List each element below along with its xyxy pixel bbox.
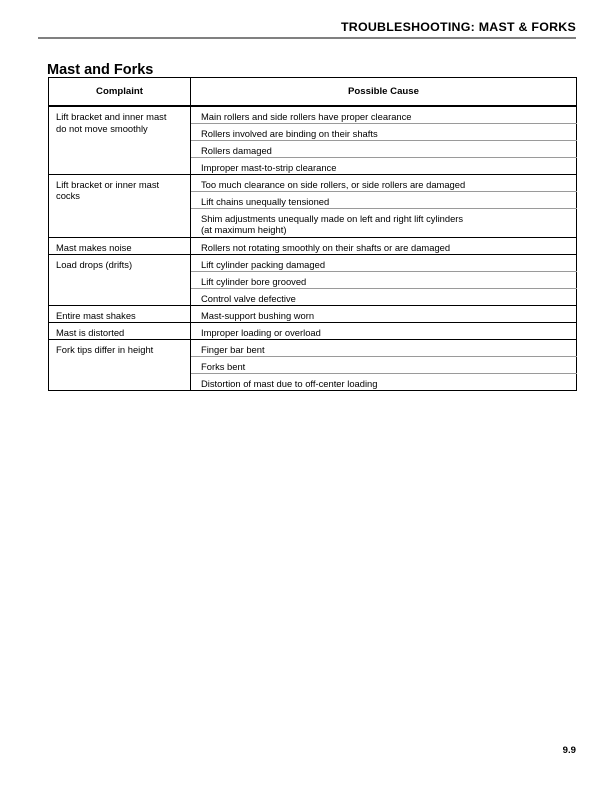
complaint-cell: Mast makes noise (49, 237, 191, 254)
page-title: Mast and Forks (47, 61, 154, 78)
cause-cell: Improper mast-to-strip clearance (191, 157, 577, 174)
cause-cell: Lift cylinder packing damaged (191, 254, 577, 271)
troubleshooting-table-container (48, 77, 576, 391)
complaint-cell (49, 174, 191, 237)
table-row (49, 305, 577, 322)
complaint-cell: Mast is distorted (49, 322, 191, 339)
cause-cell (191, 208, 577, 237)
running-header-title: TROUBLESHOOTING: MAST & FORKS (340, 20, 576, 34)
complaint-cell: Load drops (drifts) (49, 254, 191, 305)
table-row (49, 254, 577, 271)
complaint-cell (49, 106, 191, 174)
table-row (49, 106, 577, 123)
complaint-text-line-1: Lift bracket and inner mast (56, 111, 167, 122)
cause-cell: Control valve defective (191, 288, 577, 305)
complaint-cell: Entire mast shakes (49, 305, 191, 322)
cause-cell: Rollers involved are binding on their shafts (191, 123, 577, 140)
cause-cell: Lift chains unequally tensioned (191, 191, 577, 208)
cause-cell: Rollers damaged (191, 140, 577, 157)
cause-cell: Improper loading or overload (191, 322, 577, 339)
cause-cell: Too much clearance on side rollers, or side rollers are damaged (191, 174, 577, 191)
troubleshooting-table (48, 77, 577, 391)
cause-cell: Distortion of mast due to off-center loading (191, 373, 577, 390)
table-body (49, 106, 577, 390)
cause-cell: Finger bar bent (191, 339, 577, 356)
table-row (49, 322, 577, 339)
column-header-complaint: Complaint (49, 78, 191, 107)
table-header-row (49, 78, 577, 107)
running-header (38, 20, 576, 39)
cause-text-line-2: (at maximum height) (201, 224, 287, 236)
header-divider-rule (38, 37, 576, 39)
complaint-text-line-2: do not move smoothly (56, 122, 148, 134)
cause-cell: Main rollers and side rollers have proper clearance (191, 106, 577, 123)
cause-cell: Mast-support bushing worn (191, 305, 577, 322)
cause-cell: Lift cylinder bore grooved (191, 271, 577, 288)
complaint-text-line-2: cocks (56, 190, 80, 202)
column-header-possible-cause: Possible Cause (191, 78, 577, 107)
complaint-text-line-1: Lift bracket or inner mast (56, 178, 160, 190)
table-header (49, 78, 577, 107)
page-number: 9.9 (562, 745, 576, 756)
cause-cell: Forks bent (191, 356, 577, 373)
complaint-cell: Fork tips differ in height (49, 339, 191, 390)
table-row (49, 339, 577, 356)
table-row (49, 237, 577, 254)
cause-text-line-1: Shim adjustments unequally made on left and right lift cylinders (201, 212, 464, 224)
table-row (49, 174, 577, 191)
cause-cell: Rollers not rotating smoothly on their shafts or are damaged (191, 237, 577, 254)
